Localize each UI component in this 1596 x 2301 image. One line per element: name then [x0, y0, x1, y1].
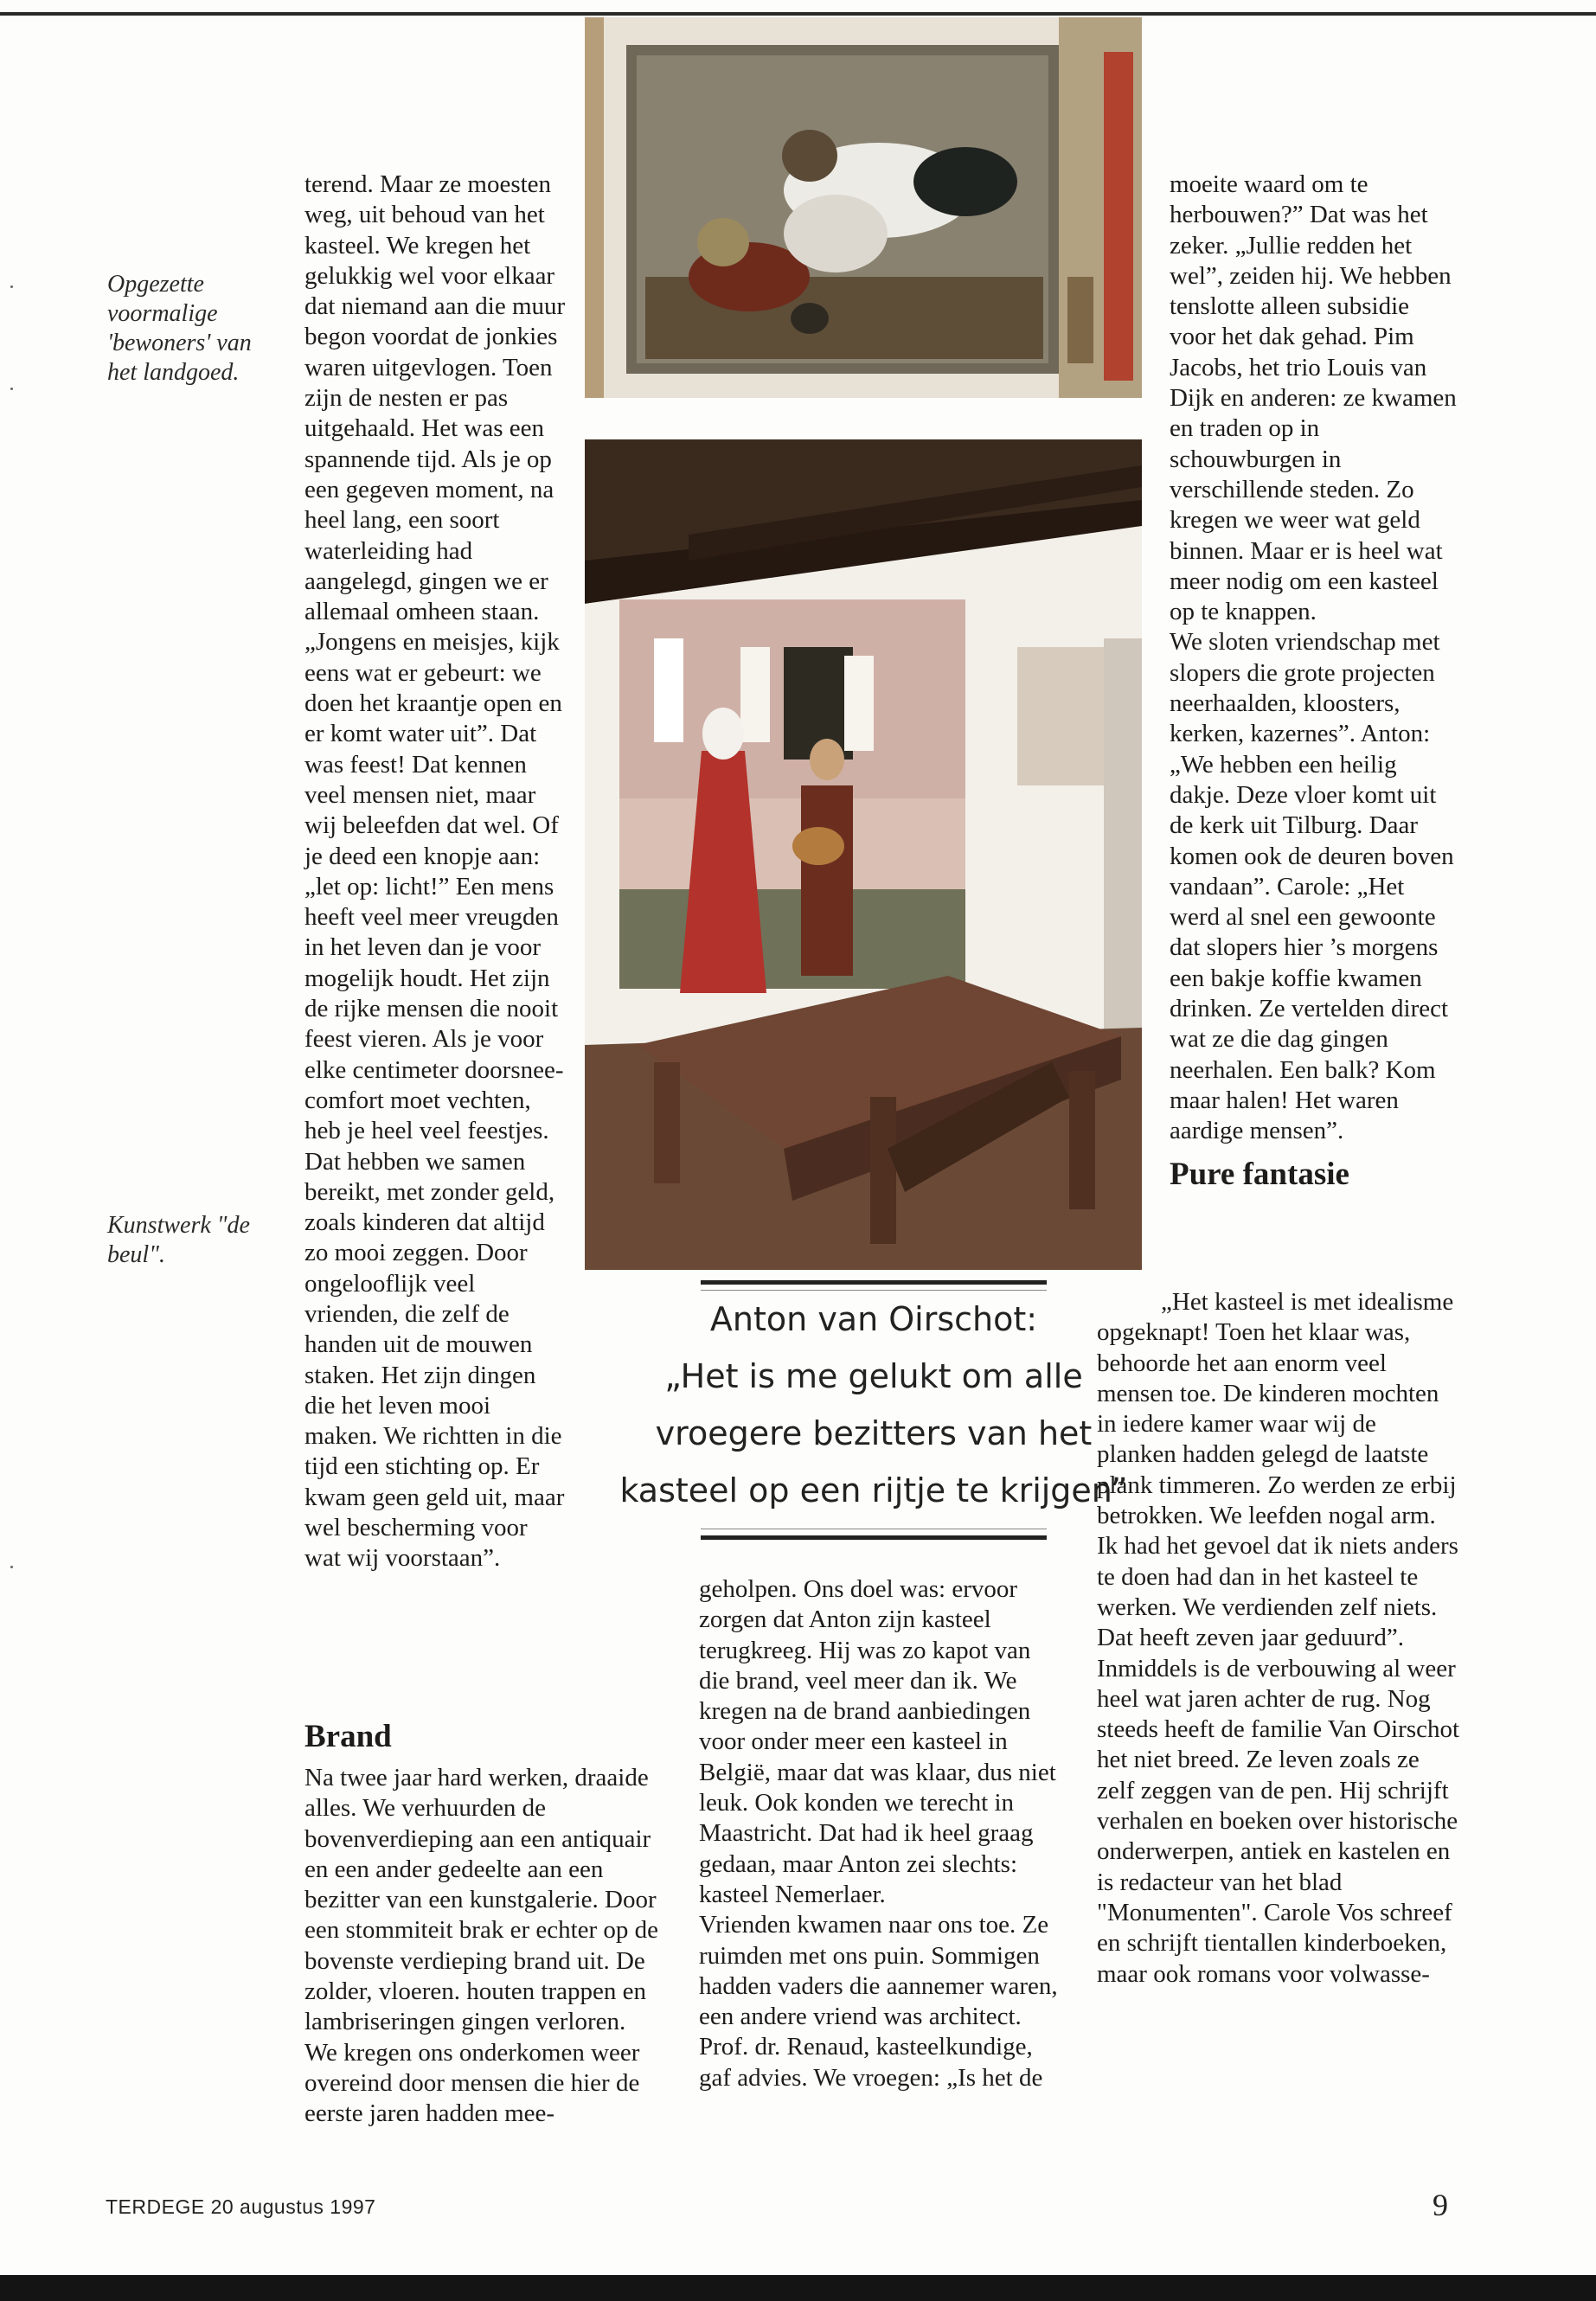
photo-caption-birds: Opgezette voormalige 'bewoners' van het landgoed. [107, 271, 252, 386]
photo-caption-beul: Kunstwerk "de beul". [107, 1212, 250, 1268]
pull-quote [588, 1291, 1159, 1519]
pull-quote-rule [701, 1280, 1047, 1285]
subheading-pure-fantasie: Pure fantasie [1170, 1156, 1349, 1192]
paragraph: „Het kasteel is met idealisme opgeknapt! Toen het klaar was, behoorde het aan enorm veel mensen toe. De kinderen mochten in iedere kamer waar wij de planken hadden gelegd de laatste plank timmeren. Zo werden ze erbij betrokken. We leefden nogal arm. Ik had het gevoel dat ik niets anders te doen had dan in het kasteel te werken. We verdienden zelf niets. Dat heeft zeven jaar geduurd”. [1097, 1288, 1458, 1652]
margin-mark [10, 388, 13, 390]
margin-mark [10, 285, 13, 288]
paragraph: We sloten vriendschap met slopers die grote projecten neerhaalden, kloosters, kerken, kazernes”. Anton: „We hebben een heilig dakje. Deze vloer komt uit de kerk uit Tilburg. Daar komen ook de deuren boven vandaan”. Carole: „Het werd al snel een gewoonte dat slopers hier ’s morgens een bakje koffie kwamen drinken. Ze vertelden direct wat ze die dag gingen neerhalen. Een balk? Kom maar halen! Het waren aardige mensen”. [1170, 628, 1454, 1145]
pull-quote-line: vroegere bezitters van het [655, 1414, 1093, 1452]
pull-quote-line: Anton van Oirschot: [709, 1300, 1038, 1338]
pull-quote-rule [701, 1290, 1047, 1291]
margin-mark [10, 1566, 13, 1568]
paragraph: moeite waard om te herbouwen?” Dat was het zeker. „Jullie redden het wel”, zeiden hij. We hebben tenslotte alleen subsidie voor het dak gehad. Pim Jacobs, het trio Louis van Dijk en anderen: ze kwamen en traden op in schouwburgen in verschillende steden. Zo kregen we weer wat geld binnen. Maar er is heel wat meer nodig om een kasteel op te knappen. [1170, 170, 1457, 626]
photo-taxidermy-case [585, 17, 1142, 398]
article-column-3 [1170, 170, 1460, 1201]
top-rule [0, 12, 1596, 16]
paragraph: Vrienden kwamen naar ons toe. Ze ruimden met ons puin. Sommigen hadden vaders die aannemer waren, een andere vriend was architect. Prof. dr. Renaud, kasteelkundige, gaf advies. We vroegen: „Is het de [699, 1911, 1058, 2092]
photo-beul-room [585, 439, 1142, 1270]
footer-publication: TERDEGE 20 augustus 1997 [106, 2195, 376, 2218]
pull-quote-line: kasteel op een rijtje te krijgen” [619, 1471, 1128, 1509]
article-column-1b [304, 1709, 661, 2130]
page-number: 9 [1433, 2188, 1448, 2222]
pull-quote-line: „Het is me gelukt om alle [664, 1357, 1083, 1395]
pull-quote-rule [701, 1535, 1047, 1540]
paragraph: geholpen. Ons doel was: ervoor zorgen dat Anton zijn kasteel terugkreeg. Hij was zo kapot van die brand, veel meer dan ik. We kregen na de brand aanbiedingen voor onder meer een kasteel in België, maar dat was klaar, dus niet leuk. Ook konden we terecht in Maastricht. Dat had ik heel graag gedaan, maar Anton zei slechts: kasteel Nemerlaer. [699, 1575, 1056, 1908]
bottom-edge [0, 2275, 1596, 2301]
article-column-2 [699, 1574, 1062, 2093]
paragraph: We kregen ons onderkomen weer overeind door mensen die hier de eerste jaren hadden mee- [304, 2038, 640, 2128]
paragraph: terend. Maar ze moesten weg, uit behoud van het kasteel. We kregen het gelukkig wel voor elkaar dat niemand aan die muur begon voordat de jonkies waren uitgevlogen. Toen zijn de nesten er pas uitgehaald. Het was een spannende tijd. Als je op een gegeven moment, na heel lang, een soort waterleiding had aangelegd, gingen we er allemaal omheen staan. „Jongens en meisjes, kijk eens wat er gebeurt: we doen het kraantje open en er komt water uit”. Dat was feest! Dat kennen veel mensen niet, maar wij beleefden dat wel. Of je deed een knopje aan: „let op: licht!” Een mens heeft veel meer vreugden in het leven dan je voor mogelijk houdt. Het zijn de rijke mensen die nooit feest vieren. Als je voor elke centimeter doorsnee-comfort moet vechten, heb je heel veel feestjes. Dat hebben we samen bereikt, met zonder geld, zoals kinderen dat altijd zo mooi zeggen. Door ongelooflijk veel vrienden, die zelf de handen uit de mouwen staken. Het zijn dingen die het leven mooi maken. We richtten in die tijd een stichting op. Er kwam geen geld uit, maar wel bescherming voor wat wij voorstaan”. [304, 170, 566, 1573]
paragraph: Inmiddels is de verbouwing al weer heel wat jaren achter de rug. Nog steeds heeft de familie Van Oirschot het niet breed. Ze leven zoals ze zelf zeggen van de pen. Hij schrijft verhalen en boeken over historische onderwerpen, antiek en kastelen en is redacteur van het blad "Monumenten". Carole Vos schreef en schrijft tientallen kinderboeken, maar ook romans voor volwasse- [1097, 1654, 1460, 1988]
paragraph: Na twee jaar hard werken, draaide alles. We verhuurden de bovenverdieping aan een antiquair en een ander gedeelte aan een bezitter van een kunstgalerie. Door een stommiteit brak er echter op de bovenste verdieping brand uit. De zolder, vloeren. houten trappen en lambriseringen gingen verloren. [304, 1764, 659, 2036]
subheading-brand: Brand [304, 1719, 392, 1754]
